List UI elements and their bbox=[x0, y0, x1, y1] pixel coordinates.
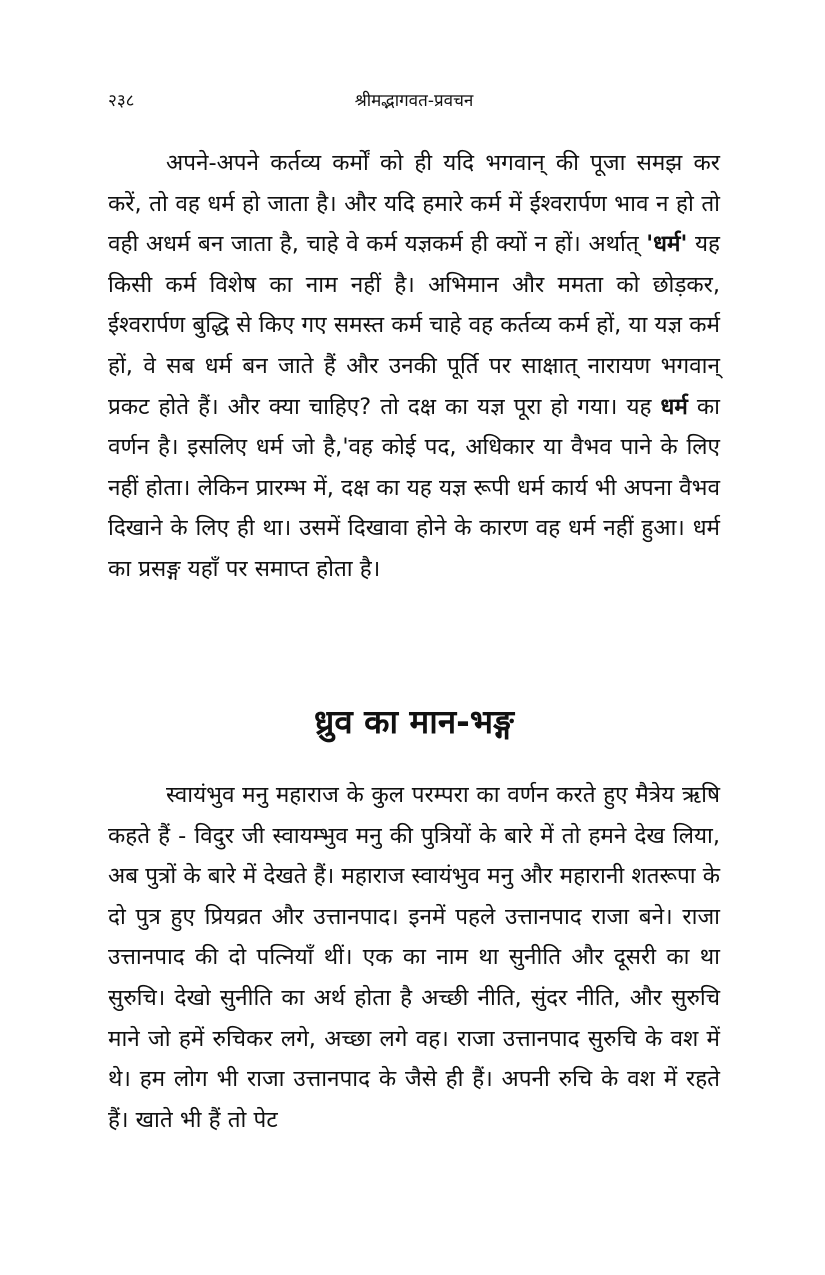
book-title: श्रीमद्भागवत-प्रवचन bbox=[354, 91, 474, 111]
running-header bbox=[108, 88, 720, 118]
page-number: २३८ bbox=[108, 91, 135, 111]
paragraph-dhruva: स्वायंभुव मनु महाराज के कुल परम्परा का वर्णन करते हुए मैत्रेय ऋषि कहते हैं - विदुर जी स्वायम्भुव मनु की पुत्रियों के बारे में तो हमने देख लिया, अब पुत्रों के बारे में देखते हैं। महाराज स्वायंभुव मनु और महारानी शतरूपा के दो पुत्र हुए प्रियव्रत और उत्तानपाद। इनमें पहले उत्तानपाद राजा बने। राजा उत्तानपाद की दो पत्नियाँ थीं। एक का नाम था सुनीति और दूसरी का था सुरुचि। देखो सुनीति का अर्थ होता है अच्छी नीति, सुंदर नीति, और सुरुचि माने जो हमें रुचिकर लगे, अच्छा लगे वह। राजा उत्तानपाद सुरुचि के वश में थे। हम लोग भी राजा उत्तानपाद के जैसे ही हैं। अपनी रुचि के वश में रहते हैं। खाते भी हैं तो पेट bbox=[108, 782, 720, 1133]
paragraph-dharma bbox=[108, 143, 720, 590]
emphasis-dharma: धर्म bbox=[660, 393, 688, 420]
paragraph-text: अपने-अपने कर्तव्य कर्मों को ही यदि भगवान् की पूजा समझ कर करें, तो वह धर्म हो जाता है। और यदि हमारे कर्म में ईश्वरार्पण भाव न हो तो वही अधर्म बन जाता है, चाहे वे कर्म यज्ञकर्म ही क्यों न हों। अर्थात् bbox=[108, 150, 720, 258]
section-heading: ध्रुव का मान-भङ्ग bbox=[314, 702, 514, 741]
paragraph-text: का वर्णन है। इसलिए धर्म जो है,'वह कोई पद, अधिकार या वैभव पाने के लिए नहीं होता। लेकिन प्रारम्भ में, दक्ष का यह यज्ञ रूपी धर्म कार्य भी अपना वैभव दिखाने के लिए ही था। उसमें दिखावा होने के कारण वह धर्म नहीं हुआ। धर्म का प्रसङ्ग यहाँ पर समाप्त होता है। bbox=[108, 393, 720, 582]
paragraph-text: यह किसी कर्म विशेष का नाम नहीं है। अभिमान और ममता को छोड़कर, ईश्वरार्पण बुद्धि से किए गए समस्त कर्म चाहे वह कर्तव्य कर्म हों, या यज्ञ कर्म हों, वे सब धर्म बन जाते हैं और उनकी पूर्ति पर साक्षात् नारायण भगवान् प्रकट होते हैं। और क्या चाहिए? तो दक्ष का यज्ञ पूरा हो गया। यह bbox=[108, 231, 720, 420]
emphasis-dharma-quoted: 'धर्म' bbox=[646, 231, 688, 258]
